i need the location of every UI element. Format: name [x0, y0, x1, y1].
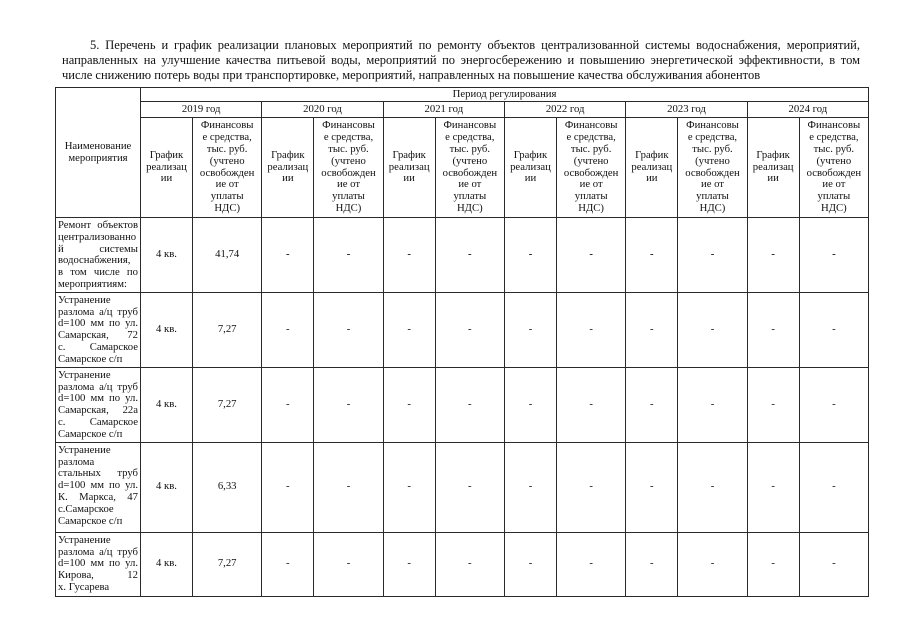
year-header-row — [56, 102, 869, 118]
finance-cell: - — [435, 532, 504, 596]
schedule-cell: - — [262, 292, 314, 367]
finance-cell: - — [678, 367, 747, 442]
schedule-cell: 4 кв. — [141, 442, 193, 532]
heading-line: 5. Перечень и график реализации плановых мероприятий по ремонту объектов централизованной системы водоснабжения, мероприятий, — [90, 38, 860, 52]
year-header: 2020 год — [262, 102, 383, 118]
schedule-cell: - — [262, 442, 314, 532]
schedule-cell: - — [262, 532, 314, 596]
finance-cell: - — [314, 532, 383, 596]
finance-cell: - — [556, 367, 625, 442]
schedule-cell: - — [626, 367, 678, 442]
measure-name: Устранение разлома а/ц труб d=100 мм по ул. Кирова, 12 х. Гусарева — [56, 532, 141, 596]
finance-cell: 41,74 — [193, 218, 262, 293]
schedule-header: График реализации — [383, 118, 435, 218]
schedule-cell: 4 кв. — [141, 292, 193, 367]
finance-cell: - — [435, 292, 504, 367]
table-row — [56, 532, 869, 596]
schedule-cell: - — [383, 367, 435, 442]
finance-cell: - — [556, 218, 625, 293]
schedule-cell: - — [747, 442, 799, 532]
schedule-cell: - — [626, 292, 678, 367]
schedule-cell: - — [262, 218, 314, 293]
finance-header: Финансовые средства, тыс. руб. (учтено освобождение от уплаты НДС) — [799, 118, 868, 218]
finance-cell: 7,27 — [193, 367, 262, 442]
schedule-cell: - — [504, 442, 556, 532]
measure-name: Устранение разлома а/ц труб d=100 мм по ул. Самарская, 72 с. Самарское Самарское с/п — [56, 292, 141, 367]
plan-table — [55, 87, 869, 597]
section-heading — [62, 38, 860, 83]
schedule-cell: - — [504, 218, 556, 293]
schedule-cell: - — [383, 292, 435, 367]
finance-cell: - — [435, 367, 504, 442]
heading-line: направленных на улучшение качества питьевой воды, мероприятий по энергосбережению и повышению энергетической эффективности, в том — [62, 53, 860, 67]
finance-header: Финансовые средства, тыс. руб. (учтено освобождение от уплаты НДС) — [556, 118, 625, 218]
year-header: 2023 год — [626, 102, 747, 118]
schedule-cell: - — [747, 367, 799, 442]
finance-header: Финансовые средства, тыс. руб. (учтено освобождение от уплаты НДС) — [314, 118, 383, 218]
schedule-header: График реализации — [141, 118, 193, 218]
finance-cell: - — [678, 532, 747, 596]
table-row — [56, 292, 869, 367]
schedule-header: График реализации — [626, 118, 678, 218]
finance-cell: - — [435, 442, 504, 532]
schedule-cell: - — [626, 532, 678, 596]
finance-cell: - — [435, 218, 504, 293]
schedule-cell: - — [383, 218, 435, 293]
schedule-cell: - — [504, 532, 556, 596]
schedule-cell: - — [747, 292, 799, 367]
period-header: Период регулирования — [141, 88, 869, 102]
year-header: 2024 год — [747, 102, 868, 118]
schedule-cell: 4 кв. — [141, 367, 193, 442]
finance-cell: - — [314, 442, 383, 532]
schedule-cell: - — [747, 532, 799, 596]
finance-cell: - — [678, 442, 747, 532]
schedule-cell: - — [504, 292, 556, 367]
finance-cell: - — [678, 292, 747, 367]
table-row — [56, 442, 869, 532]
finance-cell: 7,27 — [193, 532, 262, 596]
finance-cell: - — [314, 367, 383, 442]
year-header: 2019 год — [141, 102, 262, 118]
schedule-cell: - — [626, 218, 678, 293]
finance-cell: - — [678, 218, 747, 293]
finance-cell: - — [799, 367, 868, 442]
table-row — [56, 218, 869, 293]
schedule-cell: - — [747, 218, 799, 293]
schedule-cell: - — [383, 442, 435, 532]
finance-header: Финансовые средства, тыс. руб. (учтено освобождение от уплаты НДС) — [193, 118, 262, 218]
finance-cell: - — [799, 532, 868, 596]
measure-name-header: Наименование мероприятия — [56, 88, 141, 218]
table-row — [56, 367, 869, 442]
schedule-cell: 4 кв. — [141, 532, 193, 596]
finance-cell: - — [556, 442, 625, 532]
finance-cell: - — [556, 532, 625, 596]
subheader-row — [56, 118, 869, 218]
table-header — [56, 88, 869, 218]
finance-cell: 6,33 — [193, 442, 262, 532]
finance-cell: 7,27 — [193, 292, 262, 367]
finance-cell: - — [314, 218, 383, 293]
finance-cell: - — [314, 292, 383, 367]
finance-cell: - — [799, 442, 868, 532]
heading-line: числе снижению потерь воды при транспортировке, мероприятий, направленных на повышение качества обслуживания абонентов — [62, 68, 761, 82]
measure-name: Устранение разлома а/ц труб d=100 мм по ул. Самарская, 22а с. Самарское Самарское с/п — [56, 367, 141, 442]
schedule-cell: - — [383, 532, 435, 596]
year-header: 2022 год — [504, 102, 625, 118]
measure-name: Ремонт объектов централизованной системы водоснабжения, в том числе по мероприятиям: — [56, 218, 141, 293]
schedule-cell: - — [504, 367, 556, 442]
period-header-row — [56, 88, 869, 102]
schedule-cell: - — [626, 442, 678, 532]
schedule-header: График реализации — [504, 118, 556, 218]
schedule-cell: 4 кв. — [141, 218, 193, 293]
year-header: 2021 год — [383, 102, 504, 118]
schedule-header: График реализации — [747, 118, 799, 218]
schedule-header: График реализации — [262, 118, 314, 218]
measure-name: Устранение разлома стальных труб d=100 мм по ул. К. Маркса, 47 с.Самарское Самарское с/п — [56, 442, 141, 532]
table-body — [56, 218, 869, 597]
finance-header: Финансовые средства, тыс. руб. (учтено освобождение от уплаты НДС) — [678, 118, 747, 218]
schedule-cell: - — [262, 367, 314, 442]
finance-cell: - — [799, 218, 868, 293]
finance-cell: - — [556, 292, 625, 367]
finance-header: Финансовые средства, тыс. руб. (учтено освобождение от уплаты НДС) — [435, 118, 504, 218]
finance-cell: - — [799, 292, 868, 367]
